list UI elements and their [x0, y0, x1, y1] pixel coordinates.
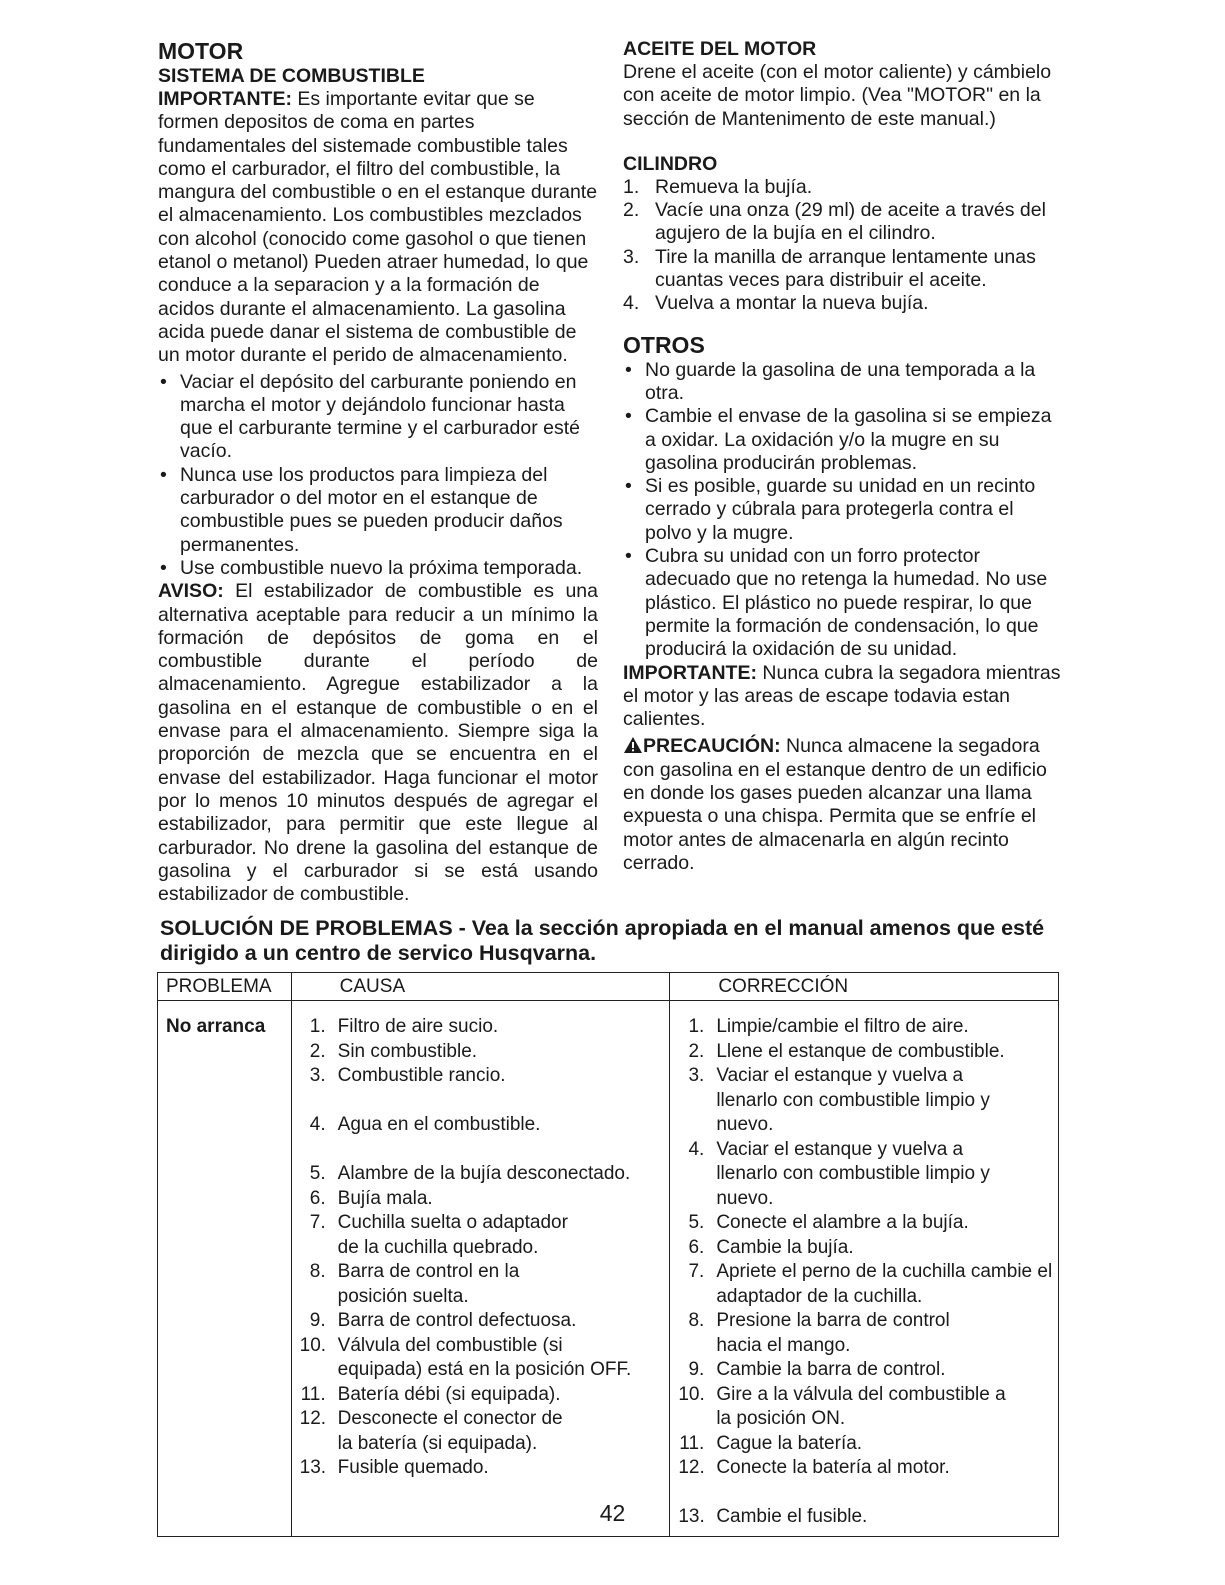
cause-cell: [291, 1001, 670, 1537]
caution-paragraph: [623, 735, 1063, 875]
otros-bullet-list: [623, 359, 1063, 662]
list-item: • No guarde la gasolina de una temporada a la otra.: [623, 359, 1063, 406]
list-item: • Cubra su unidad con un forro protector adecuado que no retenga la humedad. No use plástico. El plástico no puede respirar, lo que permite la formación de condensación, lo que producirá la oxidación de su unidad.: [623, 545, 1063, 661]
list-item: 8. Barra de control en la posición suelta.: [309, 1261, 520, 1307]
list-item: 1. Filtro de aire sucio.: [309, 1016, 499, 1037]
list-item: • Vaciar el depósito del carburante poniendo en marcha el motor y dejándolo funcionar hasta que el carburante termine y el carburador esté vacío.: [158, 371, 598, 464]
list-item: 11. Cague la batería.: [679, 1432, 863, 1454]
list-item: • Si es posible, guarde su unidad en un recinto cerrado y cúbrala para protegerla contra el polvo y la mugre.: [623, 475, 1063, 545]
list-item: 13. Fusible quemado.: [299, 1457, 489, 1478]
troubleshooting-heading: SOLUCIÓN DE PROBLEMAS - Vea la sección apropiada en el manual amenos que esté dirigido a un centro de servico Husqvarna.: [160, 916, 1045, 965]
list-item: 7. Cuchilla suelta o adaptador de la cuchilla quebrado.: [309, 1212, 568, 1258]
list-item: 2. Llene el estanque de combustible.: [688, 1040, 1005, 1062]
engine-oil-heading: ACEITE DEL MOTOR: [623, 38, 817, 60]
list-item: 9. Cambie la barra de control.: [688, 1359, 946, 1380]
important-text: Es importante evitar que se formen depositos de coma en partes fundamentales del sistemade combustible tales como el carburador, el filtro del combustible, la mangura del combustible o en el estanque durante el almacenamiento. Los combustibles mezclados con alcohol (conocido come gasohol o que tienen etanol o metanol) Pueden atraer humedad, lo que conduce a la separacion y a la formación de acidos durante el almacenamiento. La gasolina acida puede danar el sistema de combustible de un motor durante el perido de almacenamiento.: [158, 88, 598, 367]
left-column: [158, 38, 598, 906]
cause-list: [300, 1015, 666, 1481]
list-item: 5. Conecte el alambre a la bujía.: [688, 1212, 969, 1233]
table-header-row: [158, 973, 1059, 1001]
fuel-important-paragraph: [158, 88, 598, 368]
list-item: 5. Alambre de la bujía desconectado.: [309, 1163, 631, 1184]
important-text: Nunca cubra la segadora mientras el motor y las areas de escape todavia estan calientes.: [623, 661, 1061, 731]
list-item: 9. Barra de control defectuosa.: [309, 1310, 577, 1331]
motor-heading: MOTOR: [158, 38, 244, 64]
otros-heading: OTROS: [623, 331, 705, 358]
storage-important-paragraph: [623, 662, 1063, 732]
list-item: • Cambie el envase de la gasolina si se empieza a oxidar. La oxidación y/o la mugre en su gasolina producirán problemas.: [623, 405, 1063, 475]
caution-label: PRECAUCIÓN:: [643, 735, 781, 758]
list-item: 6. Cambie la bujía.: [688, 1236, 854, 1258]
important-label: IMPORTANTE:: [623, 661, 757, 684]
aviso-label: AVISO:: [158, 580, 224, 603]
aviso-paragraph: [158, 580, 598, 906]
correction-cell: [670, 1001, 1059, 1537]
list-item: 6. Bujía mala.: [309, 1187, 433, 1209]
troubleshooting-table: [157, 972, 1059, 1537]
list-item: 13. Cambie el fusible.: [678, 1506, 868, 1527]
table-row: [158, 1001, 1059, 1537]
correction-list: [678, 1015, 1054, 1530]
column-header-correction: CORRECCIÓN: [670, 973, 1059, 1001]
aviso-text: El estabilizador de combustible es una alternativa aceptable para reducir a un mínimo la formación de depósitos de goma en el combustible durante el período de almacenamiento. Agregue estabilizador a la gasolina en el estanque de combustible o en el envase para el almacenamiento. Siempre siga la proporción de mezcla que se encuentra en el envase del estabilizador. Haga funcionar el motor por lo menos 10 minutos después de agregar el estabilizador, para permitir que este llegue al carburador. No drene la gasolina del estanque de gasolina y el carburador si se está usando estabilizador de combustible.: [158, 580, 598, 906]
list-item: 2. Sin combustible.: [309, 1040, 478, 1062]
caution-text: Nunca almacene la segadora con gasolina en el estanque dentro de un edificio en donde los gases pueden alcanzar una llama expuesta o una chispa. Permita que se enfríe el motor antes de almacenarla en algún recinto cerrado.: [623, 735, 1047, 874]
page-number: 42: [599, 1500, 626, 1526]
list-item: 10. Gire a la válvula del combustible a la posición ON.: [678, 1383, 1006, 1429]
cylinder-steps: [623, 176, 1063, 316]
fuel-system-heading: SISTEMA DE COMBUSTIBLE: [158, 65, 425, 87]
list-item: 12. Desconecte el conector de la batería (si equipada).: [299, 1408, 563, 1454]
fuel-bullet-list: [158, 371, 598, 581]
list-item: 3. Vaciar el estanque y vuelva a llenarlo con combustible limpio y nuevo.: [688, 1065, 990, 1135]
column-header-problem: PROBLEMA: [158, 973, 292, 1001]
warning-triangle-icon: [623, 736, 643, 754]
list-item: 2. Vacíe una onza (29 ml) de aceite a través del agujero de la bujía en el cilindro.: [623, 199, 1046, 245]
list-item: 8. Presione la barra de control hacia el mango.: [688, 1310, 950, 1356]
list-item: 7. Apriete el perno de la cuchilla cambie el adaptador de la cuchilla.: [688, 1261, 1053, 1307]
problem-cell: [158, 1001, 292, 1537]
list-item: 12. Conecte la batería al motor.: [678, 1457, 950, 1478]
column-header-cause: CAUSA: [291, 973, 670, 1001]
list-item: • Nunca use los productos para limpieza del carburador o del motor en el estanque de combustible pues se pueden producir daños permanentes.: [158, 464, 598, 557]
list-item: 10. Válvula del combustible (si equipada) está en la posición OFF.: [299, 1334, 632, 1380]
list-item: 1. Remueva la bujía.: [623, 175, 813, 198]
list-item: 4. Vaciar el estanque y vuelva a llenarlo con combustible limpio y nuevo.: [688, 1138, 990, 1209]
right-column: [623, 38, 1063, 875]
list-item: 3. Tire la manilla de arranque lentamente unas cuantas veces para distribuir el aceite.: [623, 245, 1036, 292]
list-item: 3. Combustible rancio.: [309, 1065, 506, 1086]
list-item: • Use combustible nuevo la próxima temporada.: [158, 557, 598, 580]
list-item: 4. Vuelva a montar la nueva bujía.: [623, 292, 929, 315]
problem-label: No arranca: [166, 1016, 266, 1037]
list-item: 1. Limpie/cambie el filtro de aire.: [688, 1016, 969, 1037]
list-item: 4. Agua en el combustible.: [309, 1114, 541, 1135]
engine-oil-text: Drene el aceite (con el motor caliente) y cámbielo con aceite de motor limpio. (Vea "MOTOR" en la sección de Mantenimento de este manual.): [623, 61, 1052, 130]
cylinder-heading: CILINDRO: [623, 152, 718, 175]
list-item: 11. Batería débi (si equipada).: [300, 1383, 561, 1405]
important-label: IMPORTANTE:: [158, 88, 292, 110]
